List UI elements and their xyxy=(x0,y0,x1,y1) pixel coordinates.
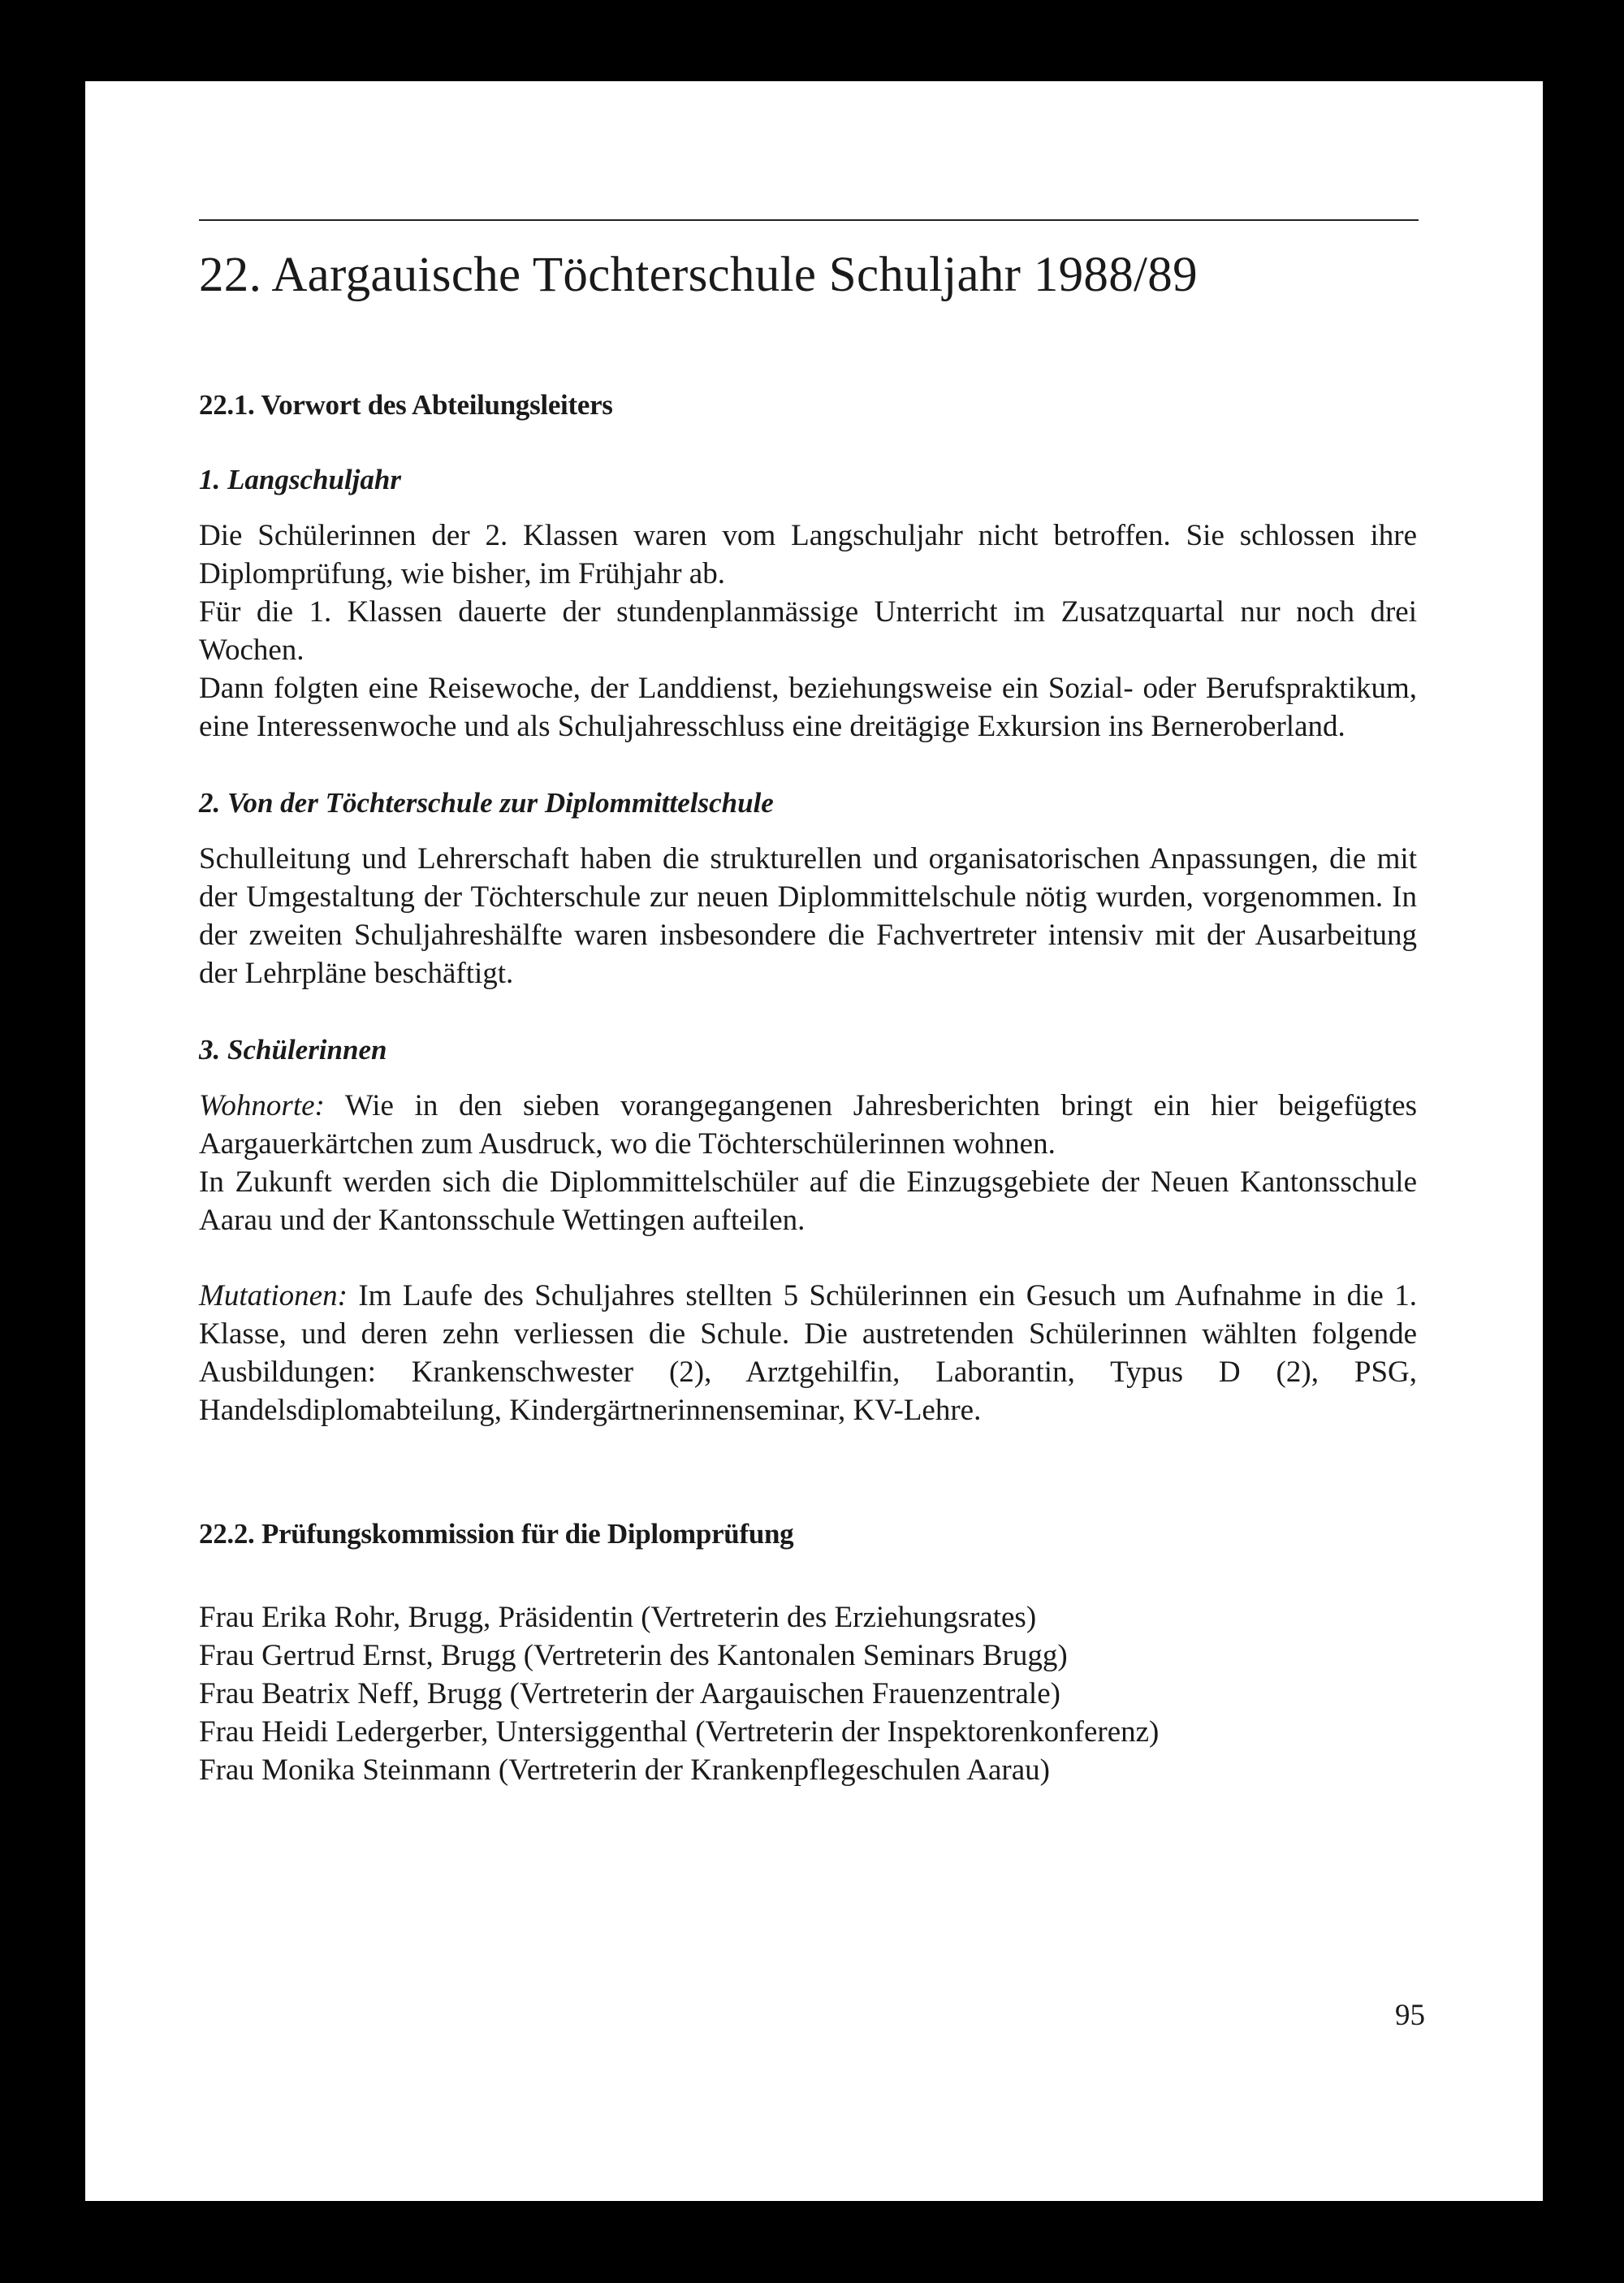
page-content xyxy=(199,219,1417,1789)
subsection-title-langschuljahr: 1. Langschuljahr xyxy=(199,464,401,496)
commission-member-list xyxy=(199,1598,1417,1789)
paragraph: Schulleitung und Lehrerschaft haben die strukturellen und organisatorischen Anpassungen, die mit der Umgestaltung der Töchterschule zur neuen Diplommittelschule nötig wurden, vorgenommen. In der zweiten Schuljahreshälfte waren insbesondere die Fachvertreter intensiv mit der Ausarbeitung der Lehrpläne beschäftigt. xyxy=(199,842,1417,991)
paragraph: Dann folgten eine Reisewoche, der Landdienst, beziehungsweise ein Sozial- oder Berufspraktikum, eine Interessenwoche und als Schuljahresschluss eine dreitägige Exkursion ins Berneroberland. xyxy=(199,672,1417,744)
heading-rule xyxy=(199,219,1419,221)
commission-member: Frau Monika Steinmann (Vertreterin der Krankenpflegeschulen Aarau) xyxy=(199,1753,1050,1788)
paragraph: Für die 1. Klassen dauerte der stundenplanmässige Unterricht im Zusatzquartal nur noch drei Wochen. xyxy=(199,595,1417,668)
commission-member: Frau Beatrix Neff, Brugg (Vertreterin der Aargauischen Frauenzentrale) xyxy=(199,1677,1060,1711)
page-number: 95 xyxy=(1395,1999,1425,2032)
paragraph: In Zukunft werden sich die Diplommittelschüler auf die Einzugsgebiete der Neuen Kantonsschule Aarau und der Kantonsschule Wettingen aufteilen. xyxy=(199,1165,1417,1238)
commission-member: Frau Erika Rohr, Brugg, Präsidentin (Vertreterin des Erziehungsrates) xyxy=(199,1601,1037,1635)
paragraph: Die Schülerinnen der 2. Klassen waren vom Langschuljahr nicht betroffen. Sie schlossen ihre Diplomprüfung, wie bisher, im Frühjahr ab. xyxy=(199,519,1417,591)
subsection-title-diplommittelschule: 2. Von der Töchterschule zur Diplommittelschule xyxy=(199,787,774,819)
mutationen-label: Mutationen: xyxy=(199,1279,348,1313)
section-title-22-2: 22.2. Prüfungskommission für die Diplomprüfung xyxy=(199,1518,794,1550)
mutationen-text: Im Laufe des Schuljahres stellten 5 Schülerinnen ein Gesuch um Aufnahme in die 1. Klasse, und deren zehn verliessen die Schule. Die austretenden Schülerinnen wählten folgende Ausbildungen: Krankenschwester (2), Arztgehilfin, Laborantin, Typus D (2), PSG, Handelsdiplomabteilung, Kindergärtnerinnenseminar, KV-Lehre. xyxy=(199,1279,1417,1428)
document-page xyxy=(85,81,1543,2201)
wohnorte-label: Wohnorte: xyxy=(199,1089,325,1123)
paragraph-mutationen xyxy=(199,1277,1417,1429)
commission-member: Frau Heidi Ledergerber, Untersiggenthal (Vertreterin der Inspektorenkonferenz) xyxy=(199,1715,1160,1749)
commission-member: Frau Gertrud Ernst, Brugg (Vertreterin des Kantonalen Seminars Brugg) xyxy=(199,1639,1068,1673)
chapter-heading: 22. Aargauische Töchterschule Schuljahr 1988/89 xyxy=(199,248,1198,302)
subsection-title-schuelerinnen: 3. Schülerinnen xyxy=(199,1034,387,1066)
paragraph-wohnorte xyxy=(199,1087,1417,1163)
wohnorte-text: Wie in den sieben vorangegangenen Jahresberichten bringt ein hier beigefügtes Aargauerkärtchen zum Ausdruck, wo die Töchterschülerinnen wohnen. xyxy=(199,1089,1417,1161)
section-title-22-1: 22.1. Vorwort des Abteilungsleiters xyxy=(199,389,613,422)
